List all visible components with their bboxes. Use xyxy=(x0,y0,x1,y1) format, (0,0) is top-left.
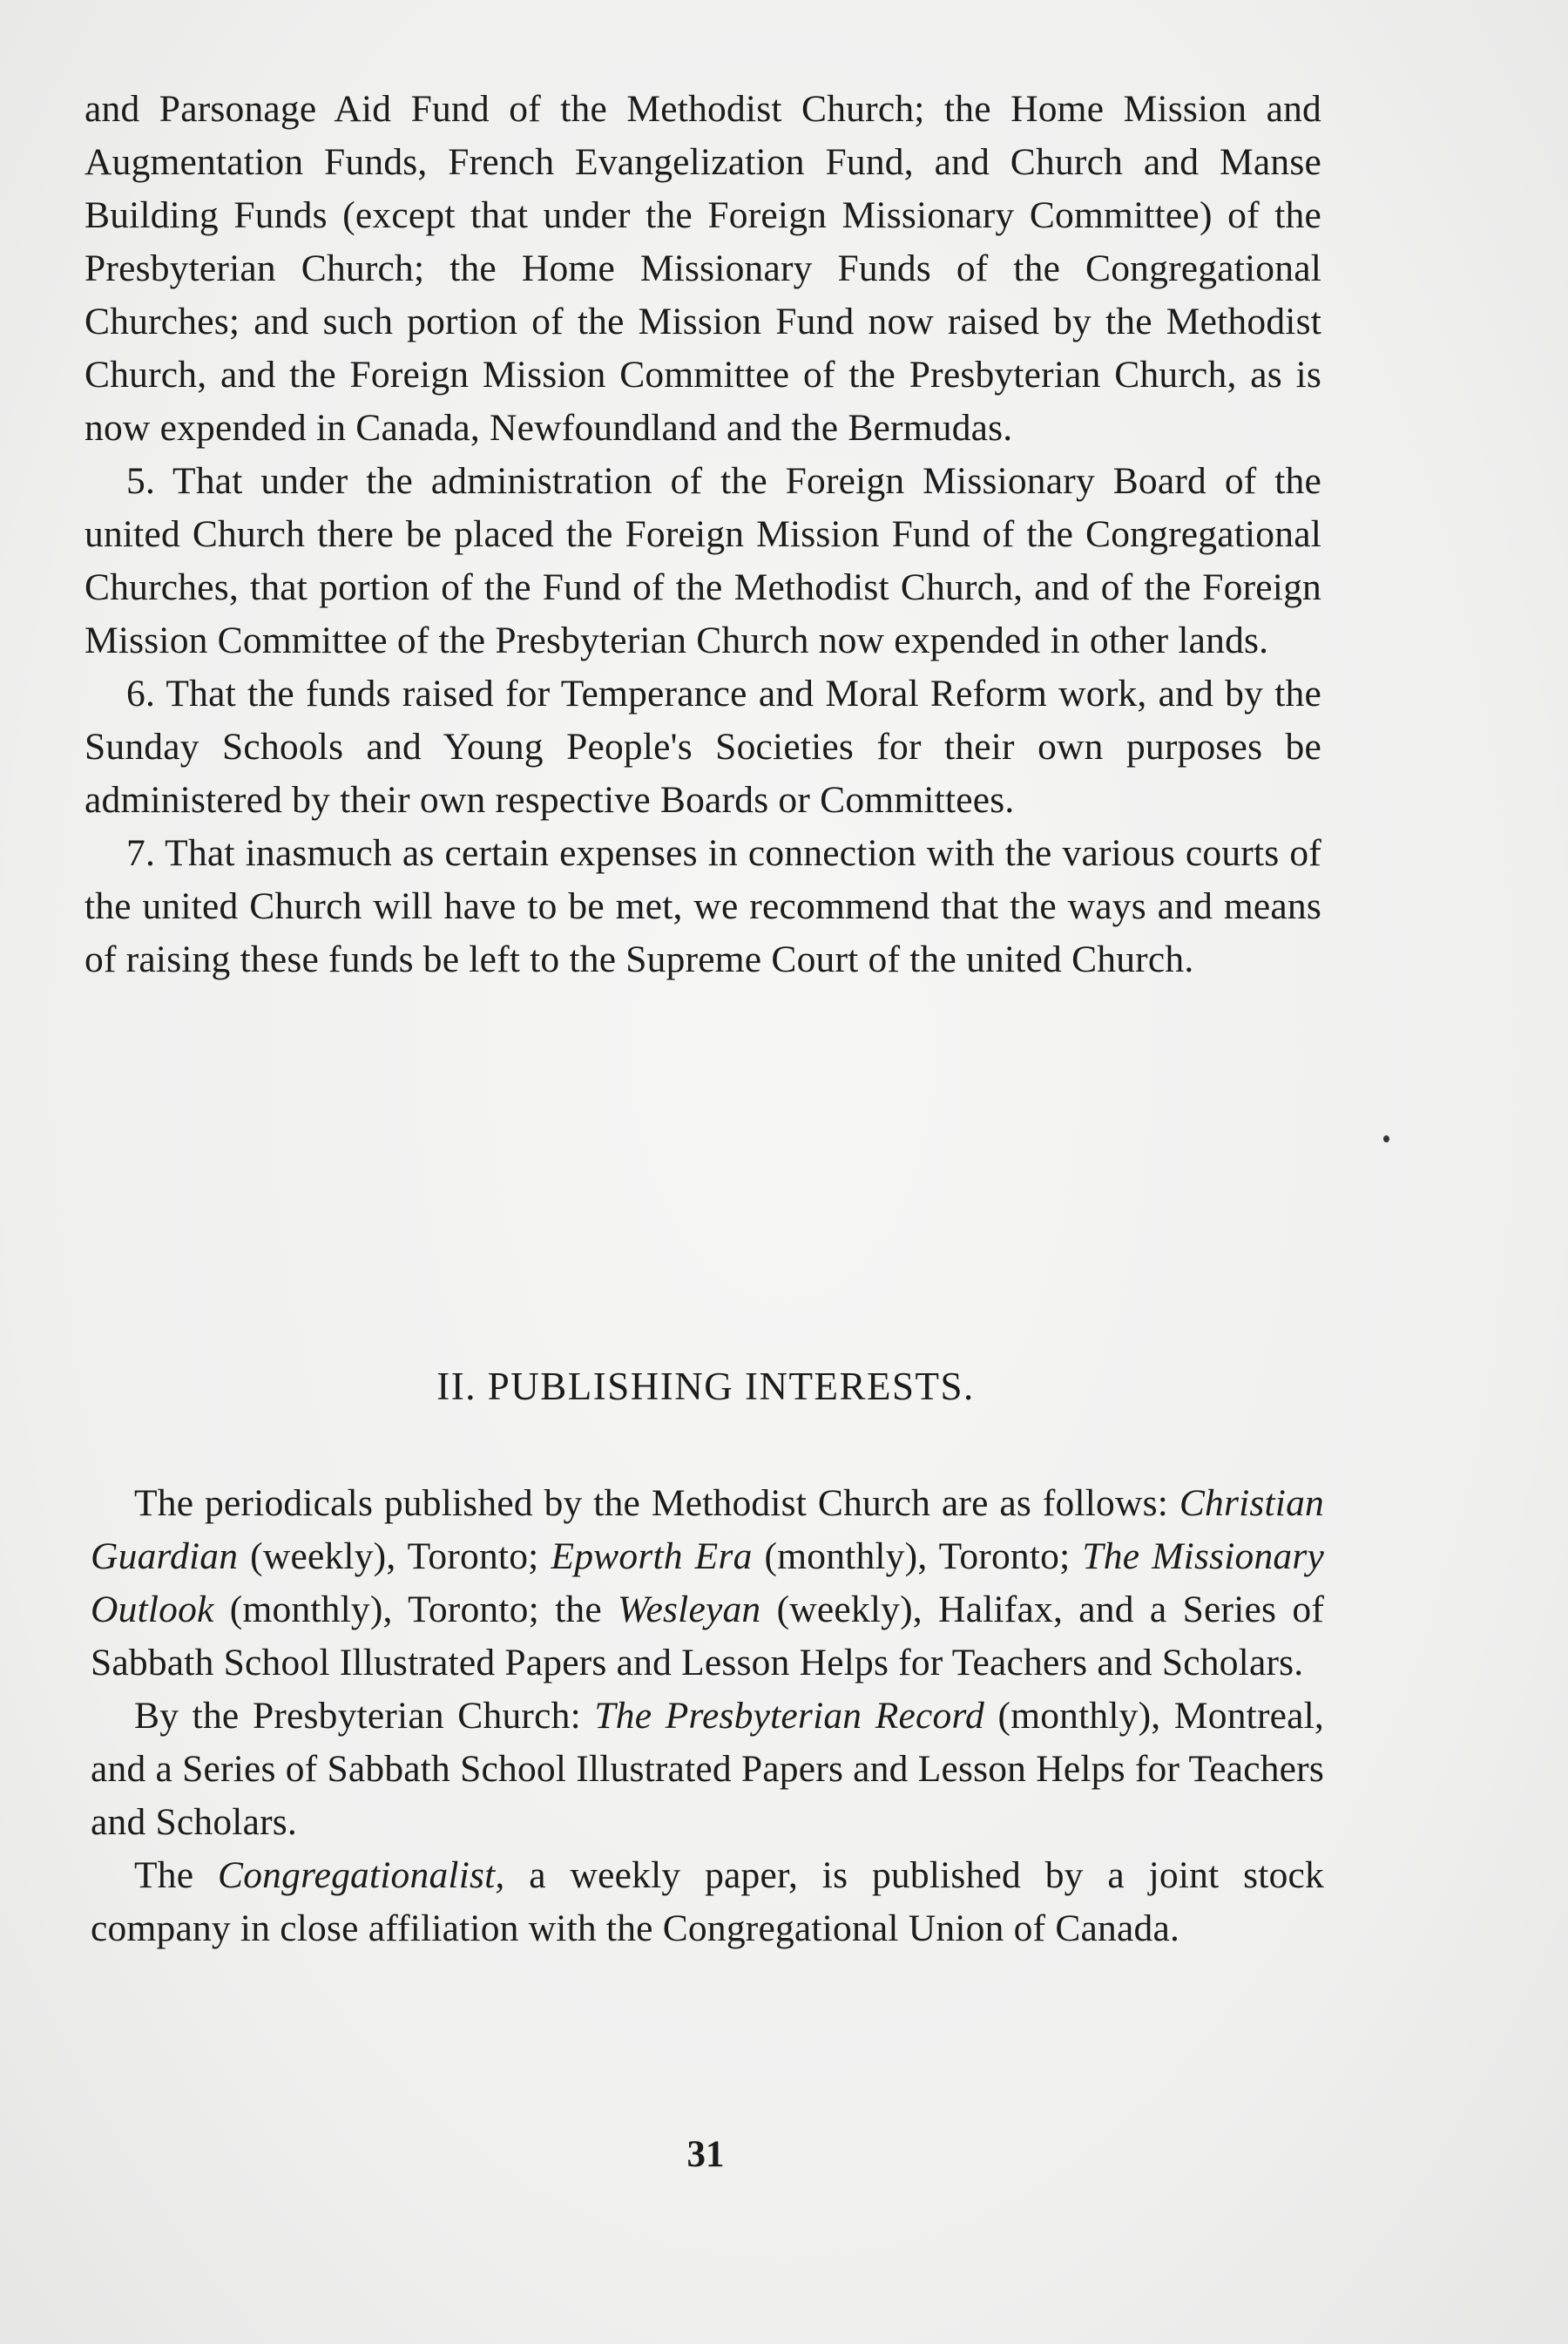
ink-speck xyxy=(1383,1135,1389,1142)
paragraph-methodist-periodicals xyxy=(91,1477,1324,1690)
periodical-title: The Missionary Outlook xyxy=(91,1535,1325,1630)
paragraph-item-5: 5. That under the administration of the Foreign Missionary Board of the united Church there be placed the Foreign Mission Fund of the Congregational Churches, that portion of the Fund of the Methodist Church, and of the Foreign Mission Committee of the Presbyterian Church now expended in other lands. xyxy=(84,460,1321,661)
text-fragment: (monthly), Toronto; the xyxy=(213,1589,618,1630)
periodical-title: The Presbyterian Record xyxy=(594,1695,984,1737)
continuation-paragraph: and Parsonage Aid Fund of the Methodist Church; the Home Mission and Augmentation Funds, French Evangelization Fund, and Church and Manse Building Funds (except that under the Foreign Missionary Committee) of the Presbyterian Church; the Home Missionary Funds of the Congregational Churches; and such portion of the Mission Fund now raised by the Methodist Church, and the Foreign Mission Committee of the Presbyterian Church, as is now expended in Canada, Newfoundland and the Bermudas. xyxy=(84,88,1321,449)
text-fragment: (monthly), Montreal, and a Series of Sabbath School Illustrated Papers and Lesson Helps for Teachers and Scholars. xyxy=(91,1695,1325,1843)
paragraph-item-6: 6. That the funds raised for Temperance and Moral Reform work, and by the Sunday Schools and Young People's Societies for their own purposes be administered by their own respective Boards or Committees. xyxy=(84,673,1321,821)
text-fragment: By the Presbyterian Church: xyxy=(134,1695,595,1737)
periodical-title: Wesleyan xyxy=(618,1589,761,1630)
section-heading: II. PUBLISHING INTERESTS. xyxy=(436,1365,975,1408)
paragraph-presbyterian-periodicals xyxy=(91,1690,1324,1849)
section-funds-text xyxy=(84,83,1321,986)
periodical-title: Epworth Era xyxy=(551,1535,753,1577)
periodical-title: Congregationalist, xyxy=(218,1854,505,1896)
page-number: 31 xyxy=(686,2134,725,2175)
section-publishing-text xyxy=(91,1477,1324,1955)
periodical-title: Christian Guardian xyxy=(91,1482,1324,1577)
text-fragment: (weekly), Toronto; xyxy=(238,1535,551,1577)
text-fragment: The periodicals published by the Methodist Church are as follows: xyxy=(134,1482,1179,1524)
paragraph-congregational-periodical xyxy=(91,1849,1324,1955)
text-fragment: (weekly), Halifax, and a Series of Sabbath School Illustrated Papers and Lesson Helps for Teachers and Scholars. xyxy=(91,1589,1325,1683)
text-fragment: The xyxy=(134,1854,218,1896)
paragraph-item-7: 7. That inasmuch as certain expenses in connection with the various courts of the united Church will have to be met, we recommend that the ways and means of raising these funds be left to the Supreme Court of the united Church. xyxy=(84,832,1321,980)
text-fragment: a weekly paper, is published by a joint stock company in close affiliation with the Congregational Union of Canada. xyxy=(91,1854,1324,1949)
text-fragment: (monthly), Toronto; xyxy=(752,1535,1083,1577)
